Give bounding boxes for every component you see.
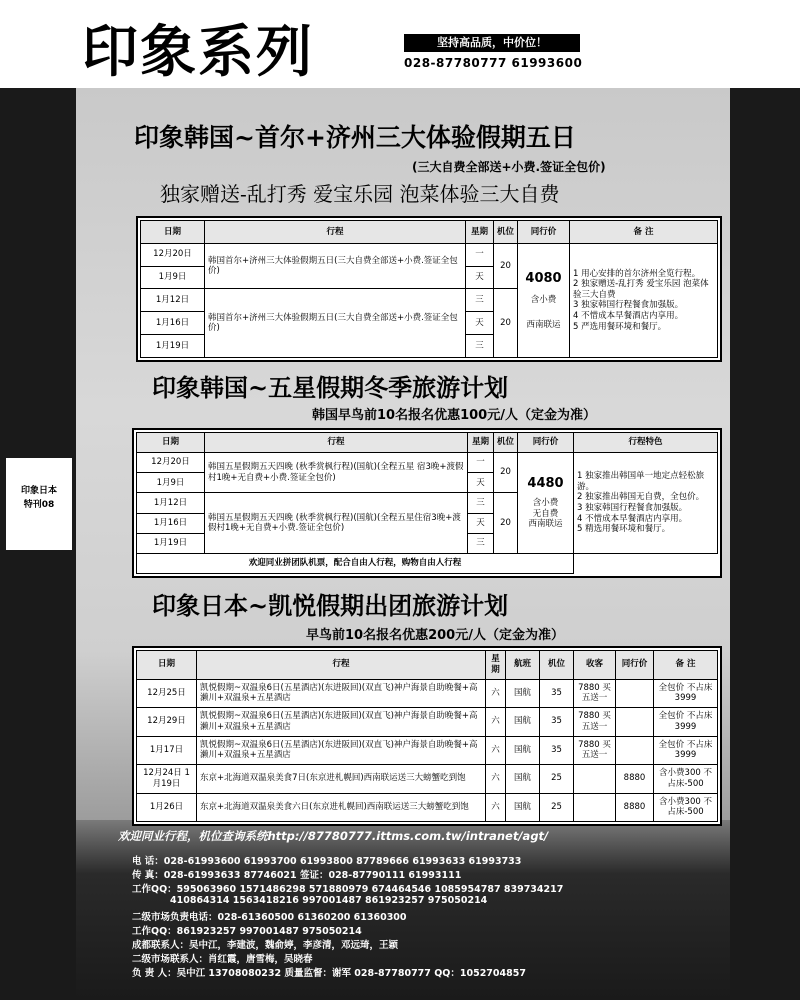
table-cell: 1月16日	[141, 312, 205, 335]
table-cell: 三	[468, 493, 494, 513]
hotline: 028-87780777 61993600	[404, 56, 583, 70]
s1-h-notes: 备 注	[570, 221, 718, 244]
table-cell-date: 12月24日 1月19日	[137, 765, 197, 794]
table-cell-remark: 含小费300 不占床-500	[654, 765, 718, 794]
footer-welcome: 欢迎同业行程，机位查询系统http://87780777.ittms.com.tw/intranet/agt/	[118, 829, 549, 843]
table-cell-day: 六	[486, 765, 506, 794]
list-item: 1 独家推出韩国单一地定点轻松旅游。	[577, 471, 705, 492]
s3-h-flight: 航班	[506, 651, 540, 680]
s2-price-note: 无自费	[532, 508, 559, 519]
table-cell-day: 六	[486, 736, 506, 765]
s1-notes	[570, 243, 718, 357]
table-cell-recv: 7880 买五送一	[574, 679, 616, 708]
table-cell-route: 凯悦假期~双温泉6日(五星酒店)(东进阪回)(双直飞)神户海景自助晚餐+高濑川+双温泉+五星酒店	[197, 708, 486, 737]
table-cell: 三	[466, 335, 494, 358]
table-cell: 1月19日	[141, 335, 205, 358]
footer-qq: 工作QQ：595063960 1571486298 571880979 674464546 1085954787 839734217	[132, 884, 564, 895]
table-cell: 20	[494, 493, 518, 553]
s2-price-cell	[518, 453, 574, 554]
s3-h-recv: 收客	[574, 651, 616, 680]
section2-note: 韩国早鸟前10名报名优惠100元/人（定金为准）	[312, 408, 596, 423]
table-cell-remark: 含小费300 不占床-500	[654, 793, 718, 822]
s3-h-day: 星期	[486, 651, 506, 680]
right-margin	[730, 88, 800, 1000]
table-cell: 1月12日	[141, 289, 205, 312]
footer-market2qq: 工作QQ：861923257 997001487 975050214	[132, 926, 362, 937]
s1-price: 4080	[525, 270, 562, 286]
table-cell-seats: 25	[540, 765, 574, 794]
s1-price-cell	[518, 243, 570, 357]
s1-h-price: 同行价	[518, 221, 570, 244]
table-cell: 一	[468, 453, 494, 473]
section3-title: 印象日本~凯悦假期出团旅游计划	[152, 591, 509, 620]
table-cell: 一	[466, 243, 494, 266]
footer-fax: 传 真：028-61993633 87746021 签证：028-87790111 61993111	[132, 870, 462, 881]
s2-price-note: 含小费	[532, 498, 559, 509]
table-cell: 12月20日	[141, 243, 205, 266]
table-cell-date: 1月26日	[137, 793, 197, 822]
section1-note: (三大自费全部送+小费.签证全包价)	[412, 160, 606, 174]
table-cell-seats: 35	[540, 679, 574, 708]
table-row	[137, 679, 718, 708]
s3-h-seats: 机位	[540, 651, 574, 680]
section1-table	[136, 216, 722, 362]
list-item: 1 用心安排的首尔济州全览行程。	[573, 268, 701, 279]
table-cell: 20	[494, 453, 518, 493]
footer-qq2: 410864314 1563418216 997001487 861923257 975050214	[170, 895, 488, 906]
table-cell-flight: 国航	[506, 736, 540, 765]
table-cell: 天	[466, 312, 494, 335]
s1-h-seats: 机位	[494, 221, 518, 244]
s2-price: 4480	[527, 475, 564, 491]
slogan-badge: 坚持高品质，中价位！	[404, 34, 580, 52]
list-item: 2 独家推出韩国无自费，全包价。	[577, 492, 705, 503]
table-cell-recv	[574, 765, 616, 794]
table-cell-remark: 全包价 不占床3999	[654, 679, 718, 708]
table-cell: 1月19日	[137, 533, 205, 553]
section1-gift: 独家赠送-乱打秀 爱宝乐园 泡菜体验三大自费	[160, 182, 560, 206]
table-cell: 三	[468, 533, 494, 553]
table-cell-date: 12月25日	[137, 679, 197, 708]
s3-h-route: 行程	[197, 651, 486, 680]
table-cell: 1月16日	[137, 513, 205, 533]
s2-route-a: 韩国五星假期五天四晚 (秋季赏枫行程)(国航)(全程五星 宿3晚+渡假村1晚+无自费+小费.签证全包价)	[205, 453, 468, 493]
table-cell: 天	[468, 513, 494, 533]
s3-h-peer: 同行价	[616, 651, 654, 680]
table-cell-route: 凯悦假期~双温泉6日(五星酒店)(东进阪回)(双直飞)神户海景自助晚餐+高濑川+双温泉+五星酒店	[197, 679, 486, 708]
table-cell-day: 六	[486, 708, 506, 737]
list-item: 5 严选用餐环境和餐厅。	[573, 321, 667, 332]
brand-title: 印象系列	[82, 19, 314, 85]
s2-footer: 欢迎同业拼团队机票，配合自由人行程，购物自由人行程	[137, 553, 574, 573]
table-cell: 天	[466, 266, 494, 289]
s1-price-note1: 含小费	[530, 294, 557, 305]
table-cell: 12月20日	[137, 453, 205, 473]
section3-table	[132, 646, 722, 826]
list-item: 5 精选用餐环境和餐厅。	[577, 524, 671, 535]
s1-h-date: 日期	[141, 221, 205, 244]
list-item: 2 独家赠送-乱打秀 爱宝乐园 泡菜体验三大自费	[573, 279, 709, 300]
table-row	[137, 765, 718, 794]
s2-h-price: 同行价	[518, 433, 574, 453]
list-item: 3 独家韩国行程餐食加强版。	[573, 300, 684, 311]
table-cell-seats: 25	[540, 793, 574, 822]
table-cell: 20	[494, 243, 518, 289]
table-cell: 1月12日	[137, 493, 205, 513]
section2-title: 印象韩国~五星假期冬季旅游计划	[152, 373, 509, 402]
table-cell-day: 六	[486, 793, 506, 822]
table-cell-peer	[616, 708, 654, 737]
footer-phone: 电 话：028-61993600 61993700 61993800 87789666 61993633 61993733	[132, 856, 522, 867]
table-cell-day: 六	[486, 679, 506, 708]
s3-h-date: 日期	[137, 651, 197, 680]
side-tab-line2: 特刊08	[23, 500, 55, 510]
section3-note: 早鸟前10名报名优惠200元/人（定金为准）	[306, 628, 564, 643]
table-cell-flight: 国航	[506, 708, 540, 737]
footer-market2contact: 二级市场联系人：肖红霞，唐雪梅，吴晓春	[132, 954, 313, 965]
table-cell-peer: 8880	[616, 765, 654, 794]
table-row	[137, 736, 718, 765]
section2-table	[132, 428, 722, 578]
footer-boss: 负 责 人：吴中江 13708080232 质量监督：谢军 028-87780777 QQ：1052704857	[132, 968, 526, 979]
s1-h-day: 星期	[466, 221, 494, 244]
s2-notes	[574, 453, 718, 554]
table-cell-seats: 35	[540, 708, 574, 737]
list-item: 3 独家韩国行程餐食加强版。	[577, 502, 688, 513]
table-cell-remark: 全包价 不占床3999	[654, 736, 718, 765]
side-tab	[6, 458, 72, 550]
table-cell-peer: 8880	[616, 793, 654, 822]
table-cell-remark: 全包价 不占床3999	[654, 708, 718, 737]
table-cell-recv	[574, 793, 616, 822]
table-cell-route: 东京+北海道双温泉美食7日(东京进札幌回)西南联运送三大螃蟹吃到饱	[197, 765, 486, 794]
table-row	[137, 793, 718, 822]
table-cell-flight: 国航	[506, 765, 540, 794]
table-cell-date: 12月29日	[137, 708, 197, 737]
table-cell-recv: 7880 买五送一	[574, 736, 616, 765]
table-cell: 1月9日	[137, 473, 205, 493]
s1-route-b: 韩国首尔+济州三大体验假期五日(三大自费全部送+小费.签证全包价)	[205, 289, 466, 358]
list-item: 4 不惜成本早餐酒店内享用。	[573, 311, 684, 322]
table-cell: 1月9日	[141, 266, 205, 289]
table-row	[137, 708, 718, 737]
s3-h-remark: 备 注	[654, 651, 718, 680]
s1-h-route: 行程	[205, 221, 466, 244]
table-cell-peer	[616, 679, 654, 708]
s2-h-day: 星期	[468, 433, 494, 453]
table-cell: 20	[494, 289, 518, 358]
footer-chengdu: 成都联系人：吴中江，李建波，魏俞婷，李彦清，邓远琦，王颖	[132, 940, 399, 951]
table-cell: 天	[468, 473, 494, 493]
table-cell-peer	[616, 736, 654, 765]
table-cell-route: 东京+北海道双温泉美食六日(东京进札幌回)西南联运送三大螃蟹吃到饱	[197, 793, 486, 822]
table-cell-flight: 国航	[506, 793, 540, 822]
table-cell: 三	[466, 289, 494, 312]
s2-h-route: 行程	[205, 433, 468, 453]
section1-title: 印象韩国~首尔+济州三大体验假期五日	[134, 123, 576, 152]
s2-route-b: 韩国五星假期五天四晚 (秋季赏枫行程)(国航)(全程五星住宿3晚+渡假村1晚+无自费+小费.签证全包价)	[205, 493, 468, 553]
s1-route-a: 韩国首尔+济州三大体验假期五日(三大自费全部送+小费.签证全包价)	[205, 243, 466, 289]
table-cell-date: 1月17日	[137, 736, 197, 765]
footer-market2: 二级市场负责电话：028-61360500 61360200 61360300	[132, 912, 407, 923]
s2-h-notes: 行程特色	[574, 433, 718, 453]
s2-h-seats: 机位	[494, 433, 518, 453]
s2-price-note: 西南联运	[528, 519, 563, 530]
header	[0, 0, 800, 88]
list-item: 4 不惜成本早餐酒店内享用。	[577, 513, 688, 524]
s2-h-date: 日期	[137, 433, 205, 453]
table-cell-seats: 35	[540, 736, 574, 765]
table-cell-flight: 国航	[506, 679, 540, 708]
table-cell-route: 凯悦假期~双温泉6日(五星酒店)(东进阪回)(双直飞)神户海景自助晚餐+高濑川+双温泉+五星酒店	[197, 736, 486, 765]
side-tab-line1: 印象日本	[20, 486, 57, 496]
table-cell-recv: 7880 买五送一	[574, 708, 616, 737]
s1-price-note2: 西南联运	[526, 319, 561, 330]
